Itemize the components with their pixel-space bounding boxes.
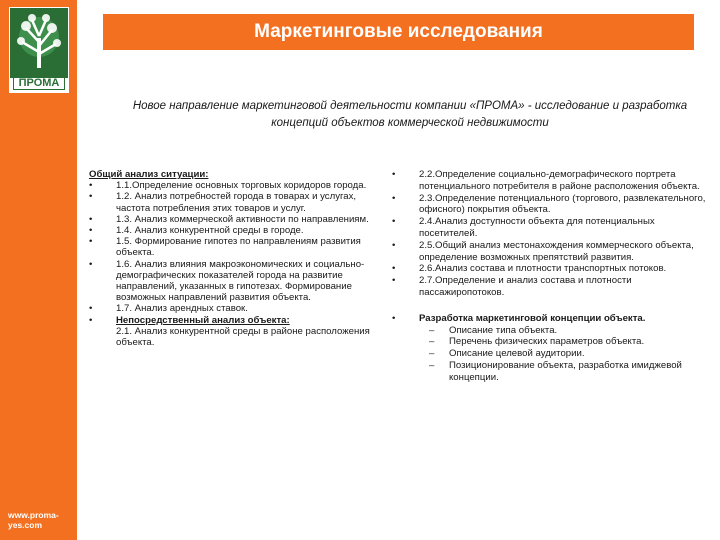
page-title: Маркетинговые исследования: [103, 14, 694, 50]
right-column: [392, 169, 714, 384]
dash-icon: –: [429, 336, 435, 348]
bullet-icon: •: [89, 258, 93, 270]
dash-icon: –: [429, 348, 435, 360]
bullet-icon: •: [392, 263, 396, 275]
bullet-icon: •: [392, 275, 396, 287]
dash-icon: –: [429, 324, 435, 336]
list-item: • 1.2. Анализ потребностей города в товарах и услугах, частота потребления этих товаров и услуг.: [89, 191, 357, 214]
tree-icon: [10, 8, 68, 78]
object-analysis-list: [392, 169, 714, 325]
bullet-icon: •: [89, 225, 93, 237]
list-item: • 1.7. Анализ арендных ставок.: [89, 303, 248, 315]
bullet-icon: •: [392, 192, 396, 204]
concept-list: [392, 325, 714, 384]
list-item: • 1.5. Формирование гипотез по направлениям развития объекта.: [89, 236, 361, 259]
website-link[interactable]: www.proma-yes.com: [8, 510, 59, 530]
sidebar: [0, 0, 77, 540]
general-list: [89, 180, 381, 326]
list-item: – Перечень физических параметров объекта.: [429, 336, 645, 348]
list-item: • 2.3.Определение потенциального (торгового, развлекательного, офисного) покрытия объекта.: [392, 192, 706, 216]
list-item: [89, 315, 381, 326]
list-item: • 1.3. Анализ коммерческой активности по направлениям.: [89, 213, 369, 225]
left-column: [89, 169, 381, 348]
list-item: • 1.1.Определение основных торговых коридоров города.: [89, 180, 367, 192]
bullet-icon: •: [392, 216, 396, 228]
list-item: – Описание типа объекта.: [429, 324, 558, 336]
bullet-icon: •: [89, 191, 93, 203]
list-item: • 1.6. Анализ влияния макроэкономических и социально-демографических показателей города на развитие направлений, указанных в гипотезах. Формирование возможных направлений развития объекта.: [89, 258, 365, 304]
bullet-icon: •: [89, 236, 93, 248]
logo-text: ПРОМА: [13, 77, 65, 90]
bullet-icon: •: [89, 314, 93, 326]
section-heading-object: Непосредственный анализ объекта:: [116, 314, 290, 326]
bullet-icon: •: [392, 169, 396, 180]
section-heading-general: Общий анализ ситуации:: [89, 169, 209, 180]
dash-icon: –: [429, 359, 435, 371]
list-item: [392, 313, 714, 325]
list-item: – Позиционирование объекта, разработка имиджевой концепции.: [429, 359, 682, 383]
logo: [9, 7, 69, 93]
list-item: • 1.4. Анализ конкурентной среды в городе.: [89, 225, 304, 237]
list-item: – Описание целевой аудитории.: [429, 348, 585, 360]
bullet-icon: •: [392, 312, 396, 324]
list-item: • 2.5.Общий анализ местонахождения коммерческого объекта, определение возможных препятствий развития.: [392, 239, 694, 263]
bullet-icon: •: [392, 239, 396, 251]
list-item: • 2.2.Определение социально-демографического портрета потенциального потребителя в районе расположения объекта.: [392, 169, 700, 192]
subtitle: Новое направление маркетинговой деятельности компании «ПРОМА» - исследование и разработка концепций объектов коммерческой недвижимости: [132, 100, 688, 129]
section-heading-concept: Разработка маркетинговой концепции объекта.: [419, 312, 646, 324]
bullet-icon: •: [89, 303, 93, 315]
list-item: • 2.7.Определение и анализ состава и плотности пассажиропотоков.: [392, 275, 632, 298]
list-item: • 2.6.Анализ состава и плотности транспортных потоков.: [392, 263, 667, 275]
list-item-continued: 2.1. Анализ конкурентной среды в районе расположения объекта.: [116, 325, 370, 349]
bullet-icon: •: [89, 180, 93, 192]
list-item: • 2.4.Анализ доступности объекта для потенциальных посетителей.: [392, 216, 655, 239]
bullet-icon: •: [89, 213, 93, 225]
